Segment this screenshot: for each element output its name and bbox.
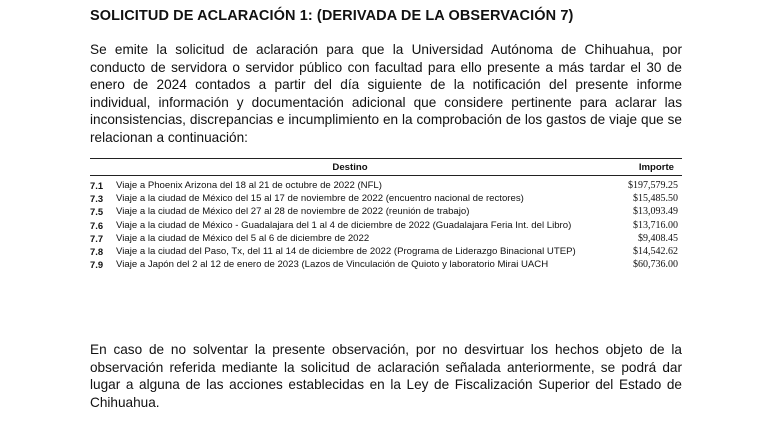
- row-destination: Viaje a la ciudad del Paso, Tx, del 11 al 14 de diciembre de 2022 (Programa de Liderazgo Binacional UTEP): [116, 246, 576, 258]
- table-row: [90, 206, 682, 217]
- row-amount: $197,579.25: [628, 180, 678, 191]
- table-header: [90, 158, 682, 176]
- row-number: 7.1: [90, 180, 104, 191]
- row-destination: Viaje a la ciudad de México del 15 al 17 de noviembre de 2022 (encuentro nacional de rectores): [116, 193, 524, 205]
- row-number: 7.6: [90, 219, 104, 231]
- table-row: [90, 233, 682, 244]
- row-amount: $13,093.49: [633, 206, 678, 218]
- row-number: 7.9: [90, 259, 104, 271]
- row-amount: $15,485.50: [633, 193, 678, 205]
- row-number: 7.8: [90, 246, 104, 258]
- header-importe: Importe: [638, 162, 674, 173]
- table-row: [90, 259, 682, 270]
- row-amount: $60,736.00: [633, 259, 678, 271]
- closing-paragraph: En caso de no solventar la presente observación, por no desvirtuar los hechos objeto de la observación referida mediante la solicitud de aclaración señalada anteriormente, se podrá dar lugar a alguna de las acciones establecidas en la Ley de Fiscalización Superior del Estado de Chihuahua.: [90, 342, 682, 410]
- row-amount: $9,408.45: [638, 232, 678, 244]
- table-row: [90, 193, 682, 204]
- row-amount: $13,716.00: [633, 219, 678, 231]
- row-number: 7.5: [90, 206, 104, 218]
- row-amount: $14,542.62: [633, 246, 678, 258]
- table-row: [90, 246, 682, 257]
- header-destino: Destino: [332, 162, 368, 173]
- section-heading: SOLICITUD DE ACLARACIÓN 1: (DERIVADA DE LA OBSERVACIÓN 7): [90, 8, 574, 24]
- row-destination: Viaje a la ciudad de México del 5 al 6 de diciembre de 2022: [116, 232, 370, 244]
- row-destination: Viaje a Japón del 2 al 12 de enero de 2023 (Lazos de Vinculación de Quioto y laboratorio Mirai UACH: [116, 259, 549, 271]
- row-destination: Viaje a Phoenix Arizona del 18 al 21 de octubre de 2022 (NFL): [116, 180, 382, 191]
- table-row: [90, 220, 682, 231]
- intro-paragraph: Se emite la solicitud de aclaración para que la Universidad Autónoma de Chihuahua, por conducto de servidora o servidor público con facultad para ello presente a más tardar el 30 de enero de 2024 contados a partir del día siguiente de la notificación del presente informe individual, información y documentación adicional que considere pertinente para aclarar las inconsistencias, discrepancias e incumplimiento en la comprobación de los gastos de viaje que se relacionan a continuación:: [90, 42, 682, 145]
- row-destination: Viaje a la ciudad de México del 27 al 28 de noviembre de 2022 (reunión de trabajo): [116, 206, 470, 218]
- travel-expenses-table: [90, 158, 682, 272]
- table-body: [90, 176, 682, 270]
- row-destination: Viaje a la ciudad de México - Guadalajara del 1 al 4 de diciembre de 2022 (Guadalajara Feria Int. del Libro): [116, 219, 572, 231]
- row-number: 7.3: [90, 193, 104, 205]
- row-number: 7.7: [90, 232, 104, 244]
- table-row: [90, 180, 682, 191]
